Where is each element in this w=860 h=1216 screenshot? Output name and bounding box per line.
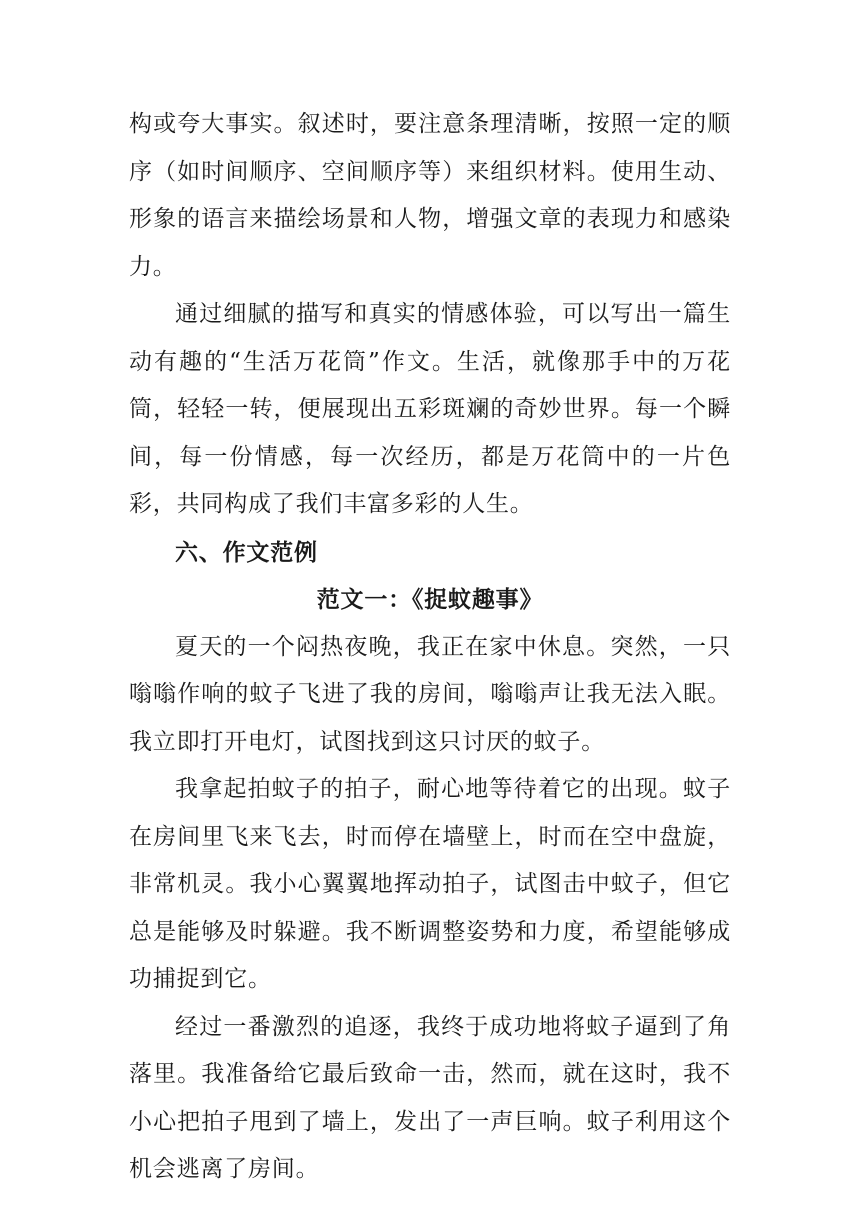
essay-paragraph-2: 我拿起拍蚊子的拍子，耐心地等待着它的出现。蚊子在房间里飞来飞去，时而停在墙壁上，时而在空中盘旋，非常机灵。我小心翼翼地挥动拍子，试图击中蚊子，但它总是能够及时躲避。我不断调整姿势和力度，希望能够成功捕捉到它。 (129, 776, 731, 992)
essay-title: 范文一：《捉蚊趣事》 (316, 586, 544, 613)
section-heading: 六、作文范例 (175, 538, 318, 566)
essay-paragraph-3: 经过一番激烈的追逐，我终于成功地将蚊子逼到了角落里。我准备给它最后致命一击，然而，就在这时，我不小心把拍子甩到了墙上，发出了一声巨响。蚊子利用这个机会逃离了房间。 (129, 1013, 731, 1182)
document-body (129, 101, 731, 1194)
paragraph-writing-tips: 构或夸大事实。叙述时，要注意条理清晰，按照一定的顺序（如时间顺序、空间顺序等）来组织材料。使用生动、形象的语言来描绘场景和人物，增强文章的表现力和感染力。 (129, 111, 731, 280)
essay-paragraph-1: 夏天的一个闷热夜晚，我正在家中休息。突然，一只嗡嗡作响的蚊子飞进了我的房间，嗡嗡声让我无法入眠。我立即打开电灯，试图找到这只讨厌的蚊子。 (129, 633, 731, 755)
paragraph-conclusion: 通过细腻的描写和真实的情感体验，可以写出一篇生动有趣的“生活万花筒”作文。生活，就像那手中的万花筒，轻轻一转，便展现出五彩斑斓的奇妙世界。每一个瞬间，每一份情感，每一次经历，都是万花筒中的一片色彩，共同构成了我们丰富多彩的人生。 (129, 301, 731, 517)
